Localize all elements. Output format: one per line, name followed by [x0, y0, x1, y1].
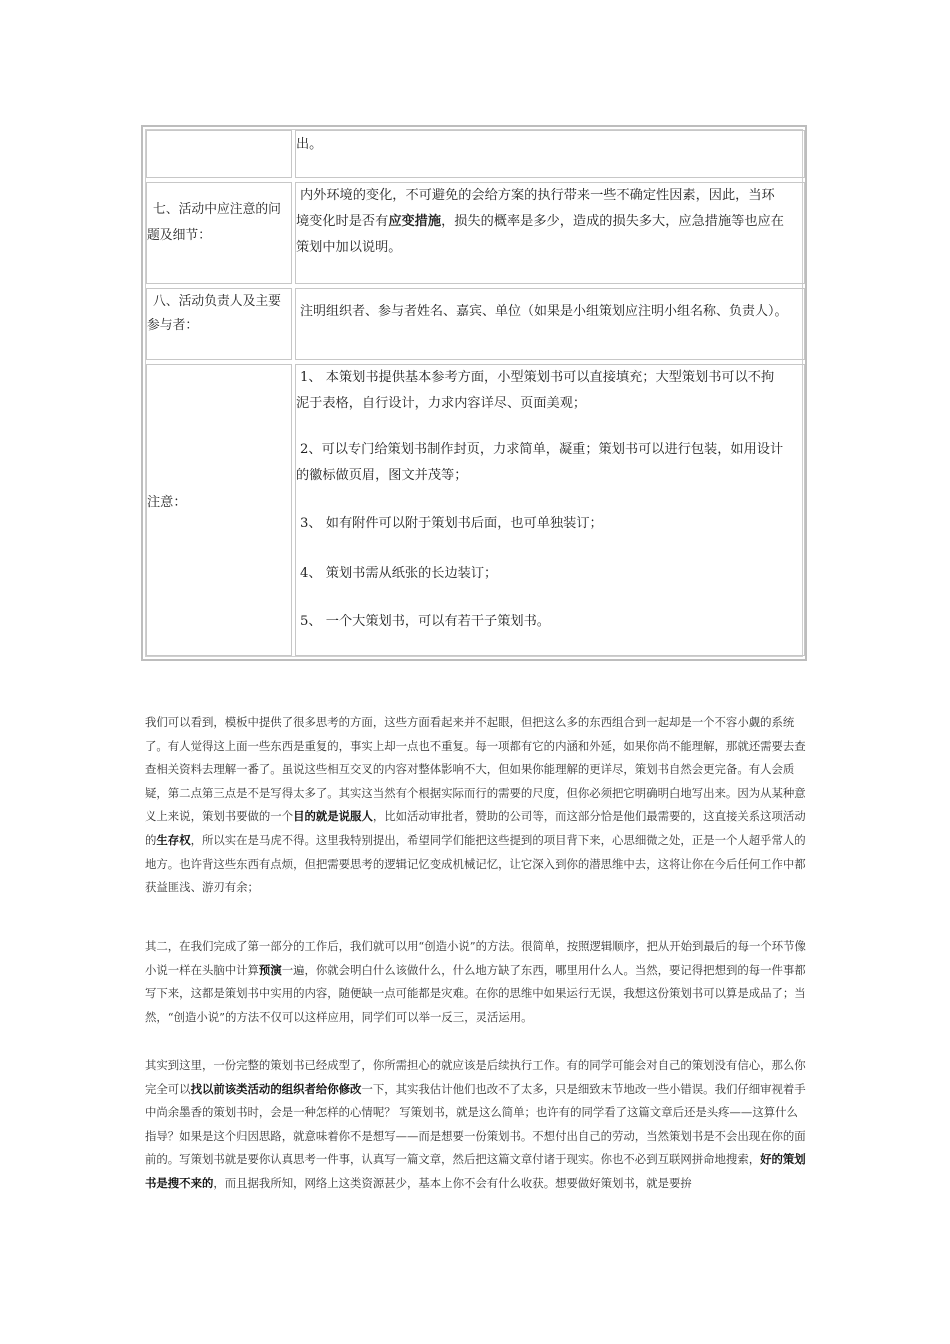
row7-label-line2: 题及细节：: [147, 228, 211, 243]
notes-content-cell: [295, 364, 805, 656]
notes-item2-line1: 2、可以专门给策划书制作封页，力求简单，凝重；策划书可以进行包装，如用设计: [300, 442, 784, 457]
p2-bold-1: 预演: [258, 962, 282, 977]
p1-bold-2: 生存权: [156, 832, 191, 847]
row7-content-cell: [295, 182, 805, 284]
row8-label-line2: 参与者：: [147, 318, 199, 333]
paragraph-3: 其实到这里，一份完整的策划书已经成型了，你所需担心的就应该是后续执行工作。有的同学可能会对自己的策划没有信心，那么你完全可以找以前该类活动的组织者给你修改一下，其实我估计他们也改不了太多，只是细致末节地改一些小错误。我们仔细审视着手中尚余墨香的策划书时，会是一种怎样的心情呢？ 写策划书，就是这么简单；也许有的同学看了这篇文章后还是头疼——这算什么指导？如果是这个归因思路，就意味着你不是想写——而是想要一份策划书。不想付出自己的劳动，当然策划书是不会出现在你的面前的。写策划书就是要你认真思考一件事，认真写一篇文章，然后把这篇文章付诸于现实。你也不必到互联网拼命地搜索，好的策划书是搜不来的，而且据我所知，网络上这类资源甚少，基本上你不会有什么收获。想要做好策划书，就是要拚: [145, 1058, 806, 1190]
notes-item4: 4、 策划书需从纸张的长边装订；: [300, 566, 498, 581]
notes-item3: 3、 如有附件可以附于策划书后面，也可单独装订；: [300, 516, 603, 531]
notes-item5: 5、 一个大策划书，可以有若干子策划书。: [300, 614, 550, 629]
row8-text: 注明组织者、参与者姓名、嘉宾、单位（如果是小组策划应注明小组名称、负责人）。: [300, 304, 788, 319]
notes-item1-line2: 泥于表格，自行设计，力求内容详尽、页面美观；: [296, 396, 587, 411]
paragraph-1: 我们可以看到，模板中提供了很多思考的方面，这些方面看起来并不起眼，但把这么多的东西组合到一起却是一个不容小觑的系统了。有人觉得这上面一些东西是重复的，事实上却一点也不重复。每一项都有它的内涵和外延，如果你尚不能理解，那就还需要去查查相关资料去理解一番了。虽说这些相互交叉的内容对整体影响不大，但如果你能理解的更详尽，策划书自然会更完备。有人会质疑，第二点第三点是不是写得太多了。其实这当然有个根据实际而行的需要的尺度，但你必须把它明确明白地写出来。因为从某种意义上来说，策划书要做的一个目的就是说服人，比如活动审批者，赞助的公司等，而这部分恰是他们最需要的，这直接关系这项活动的生存权，所以实在是马虎不得。这里我特别提出，希望同学们能把这些提到的项目背下来，心思细微之处，正是一个人超乎常人的地方。也许背这些东西有点烦，但把需要思考的逻辑记忆变成机械记忆，让它深入到你的潜思维中去，这将让你在今后任何工作中都获益匪浅、游刃有余；: [145, 715, 806, 895]
row8-label-line1: 八、活动负责人及主要: [153, 294, 281, 309]
row7-text-line2: 境变化时是否有应变措施，损失的概率是多少，造成的损失多大，应急措施等也应在: [296, 214, 784, 229]
notes-item2-line2: 的徽标做页眉，图文并茂等；: [296, 468, 468, 483]
paragraph-2: 其二，在我们完成了第一部分的工作后，我们就可以用“创造小说”的方法。很简单，按照逻辑顺序，把从开始到最后的每一个环节像小说一样在头脑中计算预演一遍，你就会明白什么该做什么，什么地方缺了东西，哪里用什么人。当然，要记得把想到的每一件事都写下来，这都是策划书中实用的内容，随便缺一点可能都是灾难。在你的思维中如果运行无误，我想这份策划书可以算是成品了；当然，“创造小说”的方法不仅可以这样应用，同学们可以举一反三，灵活运用。: [145, 939, 806, 1024]
row7-label-cell: [146, 182, 292, 284]
planning-table: [141, 125, 807, 661]
row0-label-cell: [146, 130, 292, 178]
row8-content-cell: [295, 288, 805, 360]
p3-bold-2: 好的策划书是搜不来的: [145, 1152, 806, 1190]
row0-content-cell: [295, 130, 805, 178]
row7-label-line1: 七、活动中应注意的问: [153, 202, 281, 217]
p1-bold-1: 目的就是说服人: [293, 809, 373, 824]
notes-label-cell: [146, 364, 292, 656]
row0-text: 出。: [296, 137, 323, 152]
row7-text-line1: 内外环境的变化，不可避免的会给方案的执行带来一些不确定性因素，因此，当环: [300, 188, 775, 203]
emergency-measures-bold: 应变措施: [388, 214, 442, 229]
p3-bold-1: 找以前该类活动的组织者给你修改: [190, 1081, 362, 1096]
notes-item1-line1: 1、 本策划书提供基本参考方面，小型策划书可以直接填充；大型策划书可以不拘: [300, 370, 775, 385]
row7-text-line3: 策划中加以说明。: [296, 240, 402, 255]
notes-label: 注意：: [147, 495, 187, 510]
row8-label-cell: [146, 288, 292, 360]
